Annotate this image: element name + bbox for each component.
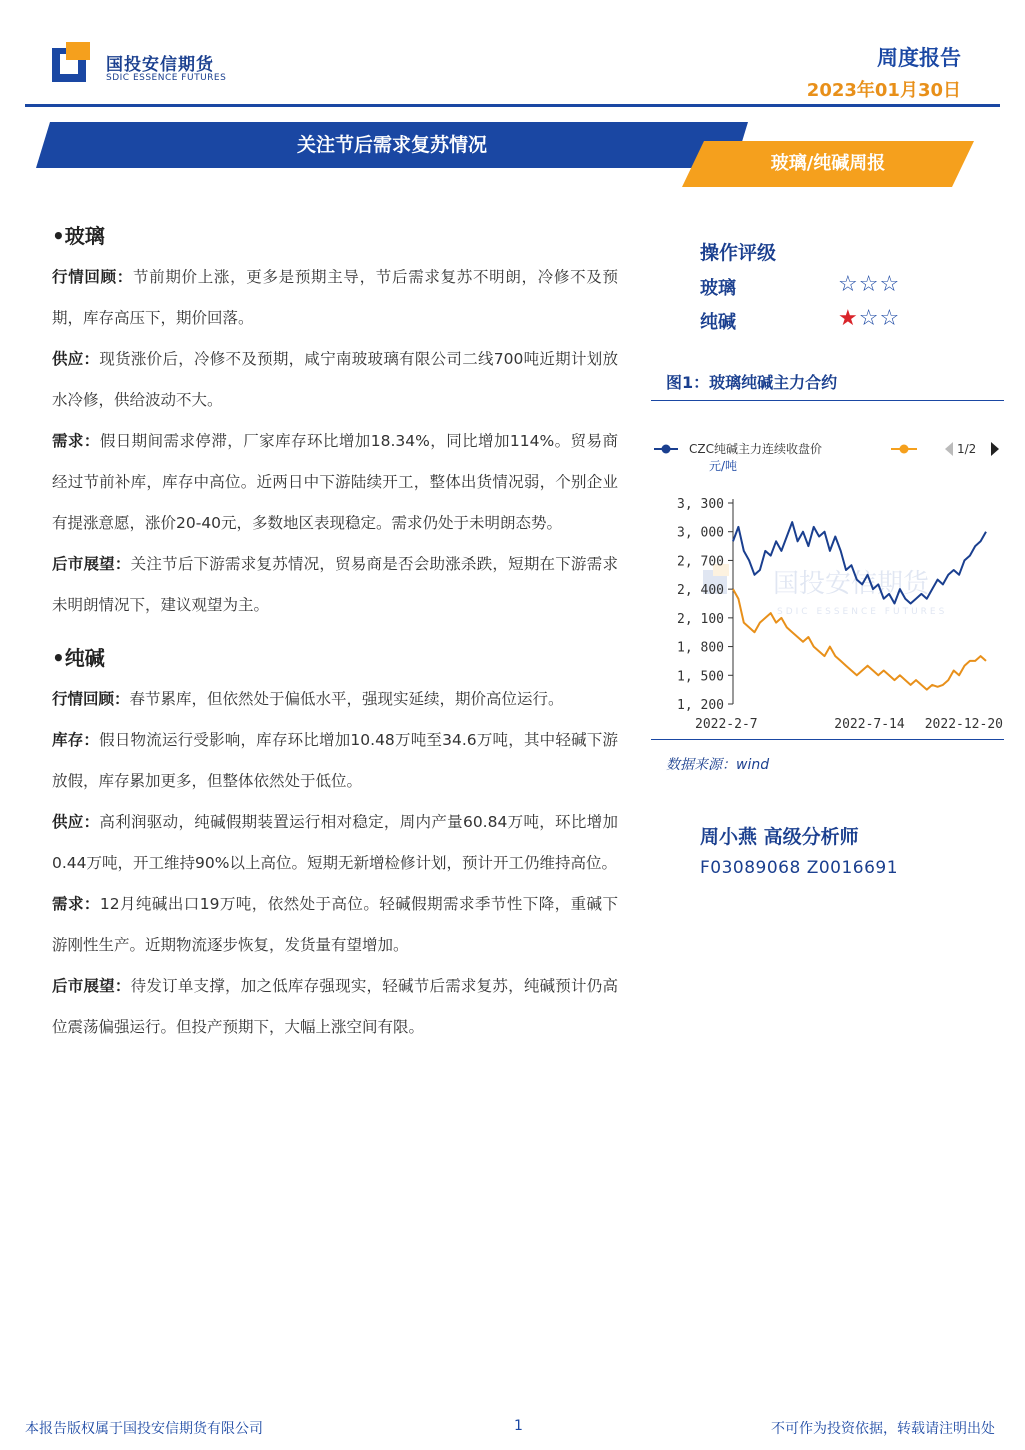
- paragraph-text: 假日期间需求停滞，厂家库存环比增加18.34%，同比增加114%。贸易商经过节前补库，库存中高位。近两日中下游陆续开工，整体出货情况弱，个别企业有提涨意愿，涨价20-40元，多数地区表现稳定。需求仍处于未明朗态势。: [52, 432, 618, 532]
- paragraph-label: 需求：: [52, 432, 100, 450]
- main-content: [52, 214, 618, 1048]
- data-source: 数据来源：wind: [666, 757, 770, 773]
- analyst-name: 周小燕 高级分析师: [700, 826, 859, 848]
- paragraph-label: 后市展望：: [52, 555, 131, 573]
- x-tick-label: 2022-12-20: [924, 717, 1003, 732]
- paragraph: [52, 884, 618, 966]
- paragraph: [52, 966, 618, 1048]
- paragraph-label: 行情回顾：: [52, 268, 133, 286]
- paragraph-label: 供应：: [52, 350, 100, 368]
- paragraph-label: 行情回顾：: [52, 690, 130, 708]
- paragraph-label: 库存：: [52, 731, 100, 749]
- paragraph-label: 后市展望：: [52, 977, 131, 995]
- star-empty: ☆☆: [858, 306, 901, 331]
- rating-title: 操作评级: [700, 242, 777, 264]
- legend-prev-icon[interactable]: [945, 442, 953, 456]
- analyst-codes: F03089068 Z0016691: [700, 858, 899, 878]
- watermark-text-en: SDIC ESSENCE FUTURES: [777, 607, 948, 617]
- paragraph-text: 高利润驱动，纯碱假期装置运行相对稳定，周内产量60.84万吨，环比增加0.44万吨，开工维持90%以上高位。短期无新增检修计划，预计开工仍维持高位。: [52, 813, 618, 872]
- page-number: 1: [514, 1418, 523, 1434]
- figure-divider-top: [651, 400, 1004, 401]
- paragraph: [52, 257, 618, 339]
- y-tick-label: 1, 800: [677, 640, 724, 656]
- report-subtitle: 玻璃/纯碱周报: [770, 153, 886, 174]
- rating-label-soda: 纯碱: [700, 312, 736, 333]
- footer-disclaimer: 不可作为投资依据，转载请注明出处: [771, 1421, 995, 1437]
- paragraph-text: 待发订单支撑，加之低库存强现实，轻碱节后需求复苏，纯碱预计仍高位震荡偏强运行。但投产预期下，大幅上涨空间有限。: [52, 977, 618, 1036]
- company-name: 国投安信期货: [106, 55, 214, 75]
- paragraph: [52, 679, 618, 720]
- y-tick-label: 2, 100: [677, 611, 724, 627]
- legend-label-soda: CZC纯碱主力连续收盘价: [689, 442, 822, 456]
- paragraph-text: 节前期价上涨，更多是预期主导，节后需求复苏不明朗，冷修不及预期，库存高压下，期价回落。: [52, 268, 618, 327]
- paragraph: [52, 339, 618, 421]
- paragraph-text: 春节累库，但依然处于偏低水平，强现实延续，期价高位运行。: [129, 690, 564, 708]
- legend: [654, 441, 999, 456]
- paragraph-label: 供应：: [52, 813, 100, 831]
- watermark-text: 国投安信期货: [773, 569, 930, 599]
- paragraph: [52, 720, 618, 802]
- figure-divider-bottom: [651, 739, 1004, 740]
- y-tick-label: 3, 000: [677, 525, 724, 541]
- section-heading-glass: •玻璃: [52, 224, 105, 248]
- company-name-en: SDIC ESSENCE FUTURES: [106, 73, 227, 83]
- figure-title: 图1：玻璃纯碱主力合约: [666, 373, 838, 392]
- footer-copyright: 本报告版权属于国投安信期货有限公司: [25, 1421, 263, 1437]
- x-tick-label: 2022-7-14: [834, 717, 905, 732]
- legend-next-icon[interactable]: [991, 442, 999, 456]
- rating-stars-soda: [838, 308, 900, 330]
- section-heading-soda: •纯碱: [52, 646, 105, 670]
- legend-marker-soda: [662, 445, 671, 454]
- paragraph-label: 需求：: [52, 895, 100, 913]
- legend-marker-glass: [900, 445, 909, 454]
- y-axis-label: 元/吨: [709, 459, 738, 473]
- chart-series: [733, 522, 986, 690]
- report-title: 关注节后需求复苏情况: [296, 134, 487, 156]
- price-line-chart: [651, 430, 1004, 735]
- paragraph: [52, 802, 618, 884]
- y-tick-label: 1, 200: [677, 698, 724, 713]
- header-divider: [25, 104, 1000, 107]
- y-tick-label: 2, 700: [677, 554, 724, 570]
- chart-watermark: [703, 564, 947, 617]
- paragraph: [52, 421, 618, 544]
- paragraph: [52, 544, 618, 626]
- y-tick-label: 3, 300: [677, 497, 724, 512]
- paragraph-text: 假日物流运行受影响，库存环比增加10.48万吨至34.6万吨，其中轻碱下游放假，库存累加更多，但整体依然处于低位。: [52, 731, 618, 790]
- star-filled: ★: [838, 306, 859, 331]
- x-tick-label: 2022-2-7: [695, 717, 758, 732]
- report-date: 2023年01月30日: [806, 80, 961, 101]
- legend-page-indicator: 1/2: [957, 442, 977, 456]
- rating-stars-glass: ☆☆☆: [838, 272, 901, 297]
- company-logo: [52, 42, 94, 84]
- paragraph-text: 现货涨价后，冷修不及预期，咸宁南玻玻璃有限公司二线700吨近期计划放水冷修，供给波动不大。: [52, 350, 618, 409]
- paragraph-text: 关注节后下游需求复苏情况，贸易商是否会助涨杀跌，短期在下游需求未明朗情况下，建议观望为主。: [52, 555, 618, 614]
- report-type: 周度报告: [877, 46, 961, 70]
- y-tick-label: 2, 400: [677, 583, 724, 599]
- series-line-glass: [733, 589, 986, 690]
- paragraph-text: 12月纯碱出口19万吨，依然处于高位。轻碱假期需求季节性下降，重碱下游刚性生产。近期物流逐步恢复，发货量有望增加。: [52, 895, 618, 954]
- y-tick-label: 1, 500: [677, 669, 724, 685]
- rating-label-glass: 玻璃: [700, 278, 736, 299]
